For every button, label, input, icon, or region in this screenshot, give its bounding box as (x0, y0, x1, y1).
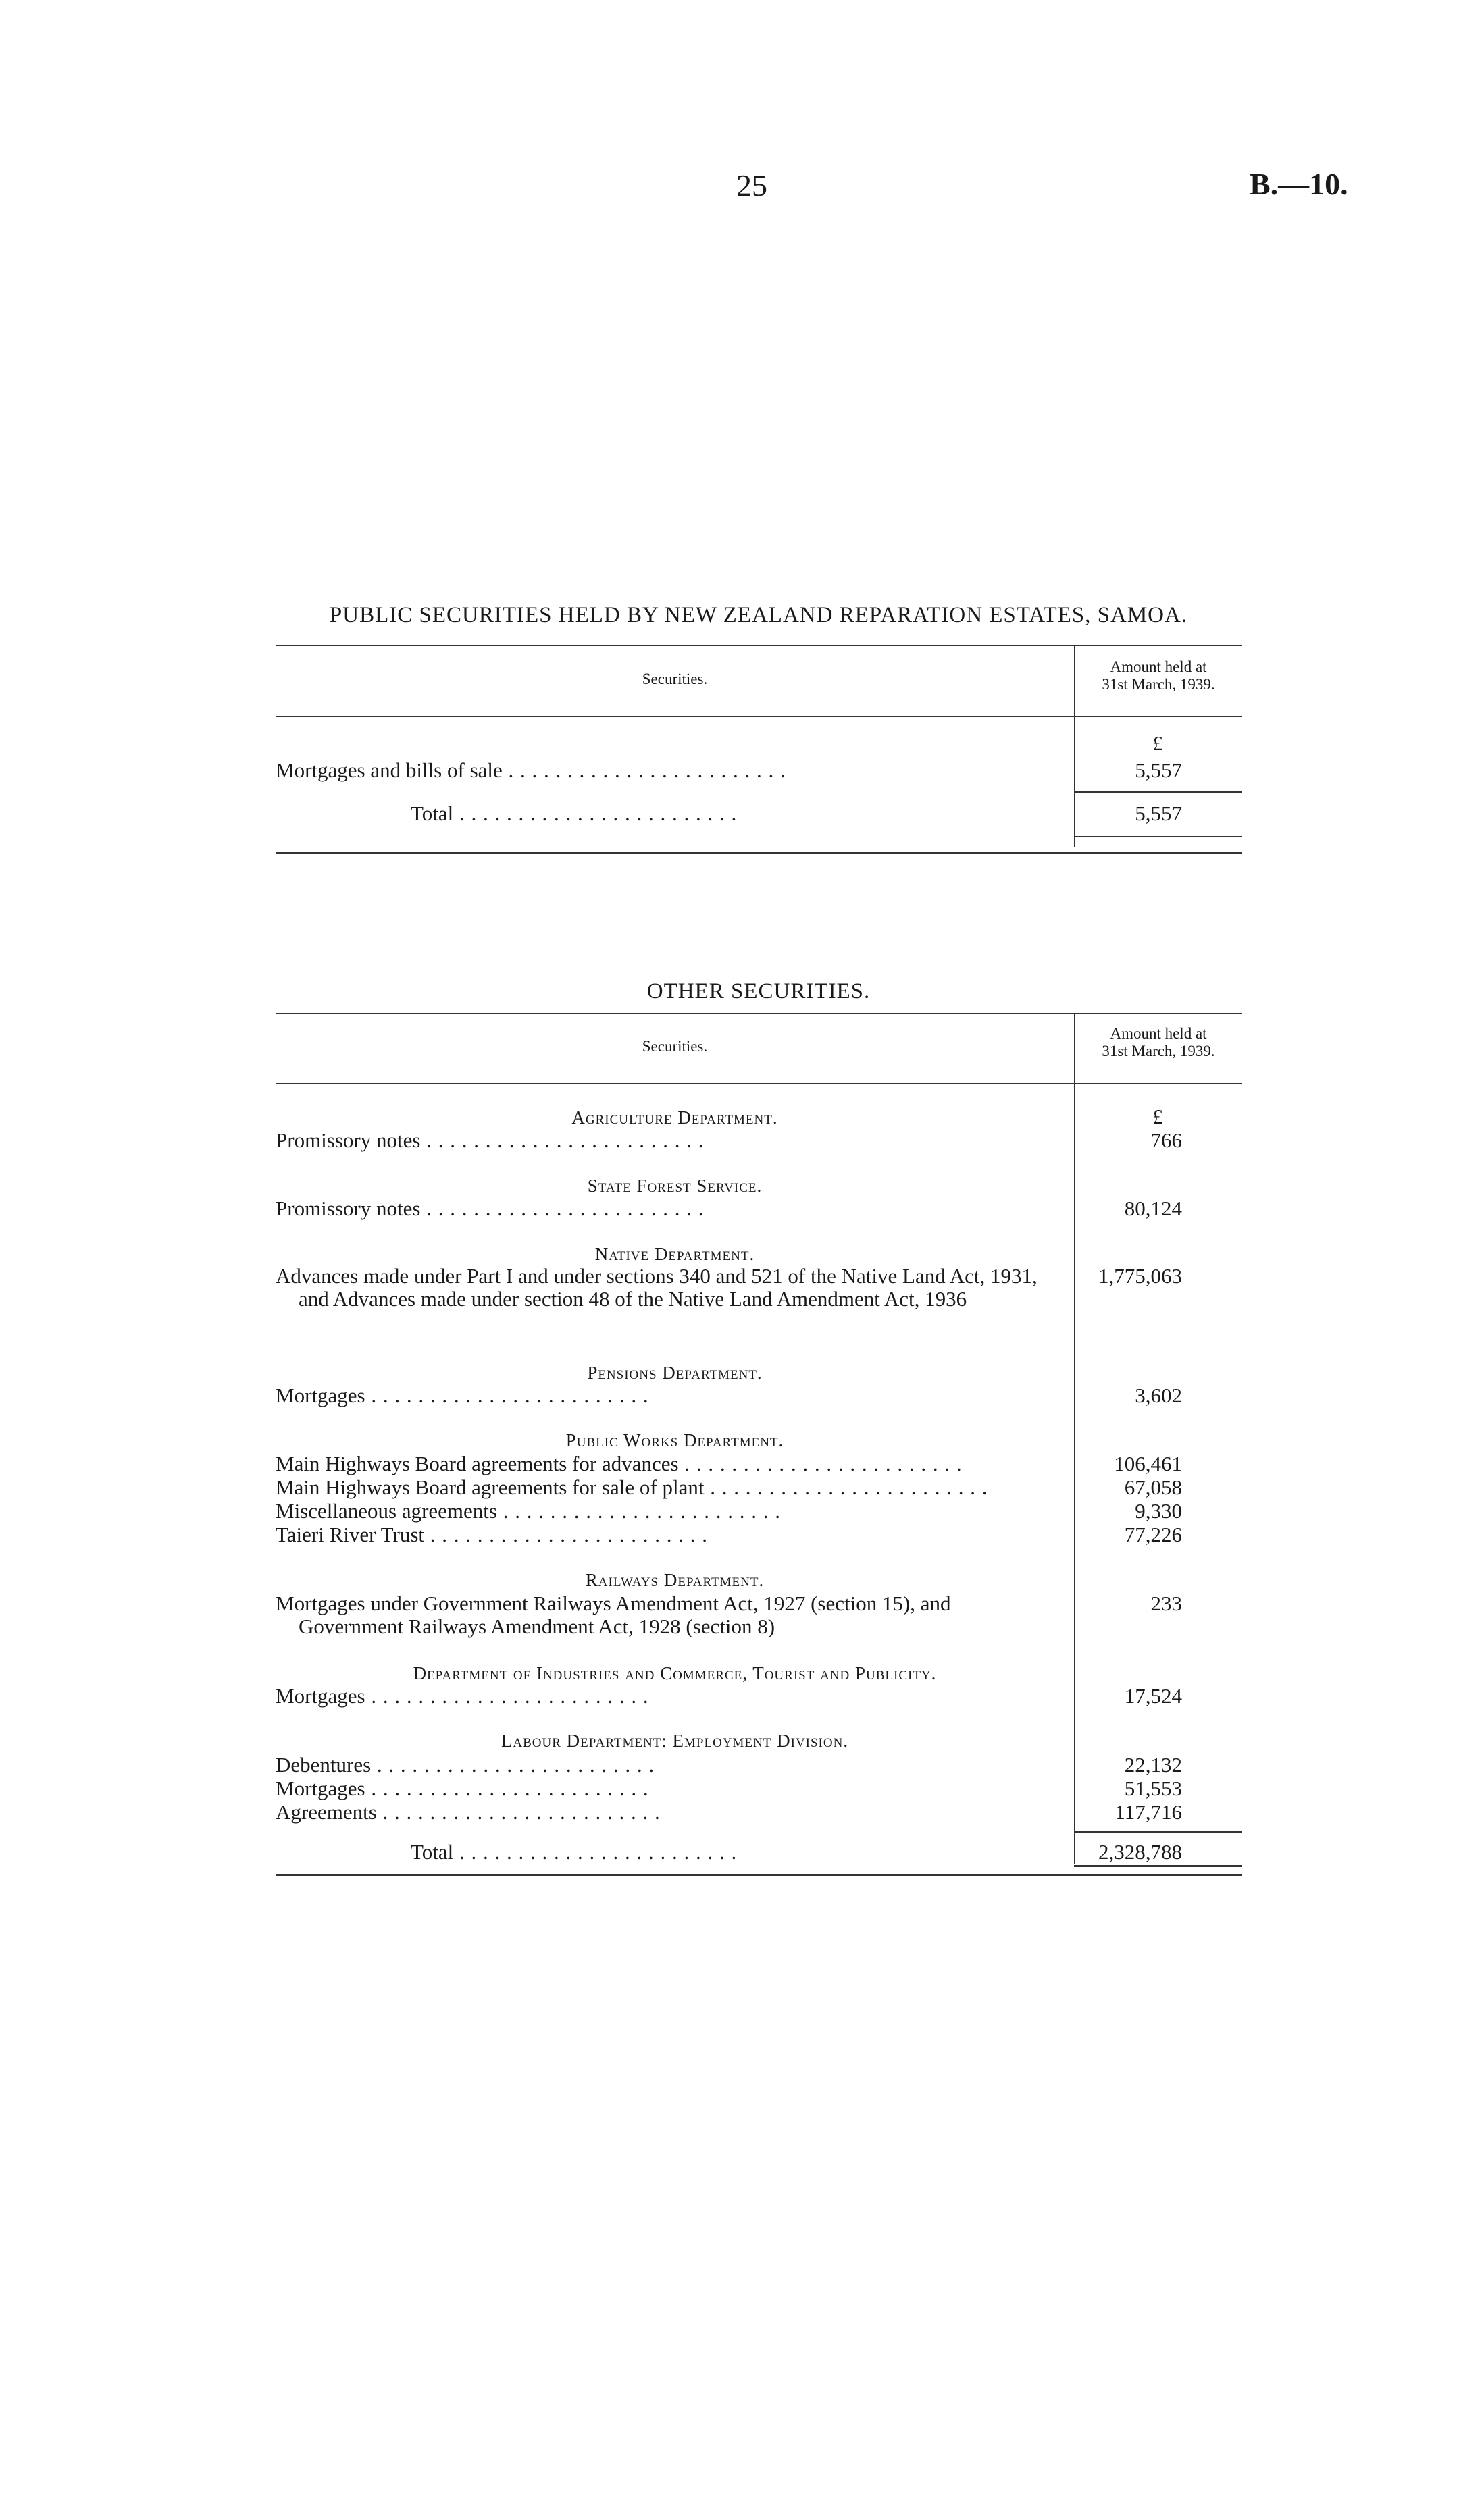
table2-header-amount (1075, 1025, 1242, 1060)
row-amount: 80,124 (1124, 1197, 1182, 1220)
table2-bottom-rule (276, 1874, 1242, 1876)
row-amount: 67,058 (1124, 1475, 1182, 1499)
table2-header-amount-line2: 31st March, 1939. (1102, 1043, 1215, 1059)
table1-bottom-rule (276, 852, 1242, 854)
row-label: Mortgages . . (276, 1384, 1066, 1407)
table2-header-securities: Securities. (642, 1038, 708, 1055)
section-heading-pensions: Pensions Department. (587, 1363, 763, 1383)
table1-header-amount-line1: Amount held at (1110, 658, 1207, 675)
table2-title: OTHER SECURITIES. (646, 979, 871, 1003)
table1-title: PUBLIC SECURITIES HELD BY NEW ZEALAND REPARATION ESTATES, SAMOA. (329, 603, 1188, 627)
total-amount: 2,328,788 (1098, 1840, 1182, 1864)
total-amount: 5,557 (1135, 802, 1182, 825)
row-label: Miscellaneous agreements . . (276, 1500, 1066, 1523)
table1-currency: £ (1152, 731, 1163, 755)
row-amount: 9,330 (1135, 1499, 1182, 1523)
table2-total-rule (1074, 1831, 1242, 1833)
total-label: Total . . (276, 802, 1201, 825)
row-label: Debentures . . (276, 1754, 1066, 1777)
row-amount: 51,553 (1124, 1777, 1182, 1800)
row-amount: 766 (1150, 1128, 1182, 1152)
table1-header-amount-line2: 31st March, 1939. (1102, 676, 1215, 693)
row-label: Taieri River Trust . . (276, 1523, 1066, 1546)
row-amount: 5,557 (1135, 758, 1182, 782)
row-amount: 106,461 (1114, 1452, 1182, 1475)
row-amount: 22,132 (1124, 1753, 1182, 1777)
row-label: Mortgages under Government Railways Amendment Act, 1927 (section 15), and Government Railways Amendment Act, 1928 (section 8) (276, 1592, 951, 1638)
table2-header-rule (276, 1083, 1242, 1084)
section-heading-railways: Railways Department. (585, 1570, 765, 1590)
table1-header-amount (1075, 658, 1242, 693)
section-heading-public-works: Public Works Department. (565, 1430, 784, 1450)
row-label: Mortgages . . (276, 1685, 1066, 1708)
section-heading-agriculture: Agriculture Department. (571, 1107, 778, 1128)
row-amount: 17,524 (1124, 1684, 1182, 1708)
table1-total-double-rule (1074, 835, 1242, 839)
row-label: Promissory notes . . (276, 1129, 1066, 1152)
row-label: Main Highways Board agreements for sale of plant . . (276, 1476, 1066, 1499)
section-heading-industries-commerce: Department of Industries and Commerce, Tourist and Publicity. (413, 1663, 937, 1683)
table2-total-double-rule (1074, 1865, 1242, 1870)
section-heading-labour: Labour Department: Employment Division. (501, 1731, 849, 1751)
row-amount: 233 (1150, 1592, 1182, 1615)
table1-total-rule (1074, 791, 1242, 793)
section-heading-native: Native Department. (594, 1244, 755, 1264)
table1-header-securities: Securities. (642, 671, 708, 687)
page-number: 25 (736, 168, 767, 203)
total-label: Total . . (276, 1841, 1201, 1864)
table1-header-rule (276, 716, 1242, 717)
row-label: Advances made under Part I and under sections 340 and 521 of the Native Land Act, 1931, and Advances made under section 48 of the Native Land Amendment Act, 1936 (276, 1265, 1038, 1311)
row-label: Main Highways Board agreements for advances . . (276, 1452, 1066, 1475)
row-label: Agreements . . (276, 1801, 1066, 1824)
table2-header-amount-line1: Amount held at (1110, 1025, 1207, 1042)
document-reference: B.—10. (1250, 167, 1348, 201)
table1-top-rule (276, 645, 1242, 646)
section-heading-state-forest: State Forest Service. (587, 1176, 763, 1196)
row-label: Mortgages . . (276, 1777, 1066, 1800)
row-label: Promissory notes . . (276, 1197, 1066, 1220)
row-amount: 77,226 (1124, 1523, 1182, 1546)
row-amount: 117,716 (1115, 1800, 1182, 1824)
table2-currency: £ (1152, 1105, 1163, 1128)
table2-top-rule (276, 1013, 1242, 1014)
row-label: Mortgages and bills of sale . . (276, 759, 1066, 782)
row-amount: 1,775,063 (1098, 1264, 1182, 1288)
row-amount: 3,602 (1135, 1384, 1182, 1407)
